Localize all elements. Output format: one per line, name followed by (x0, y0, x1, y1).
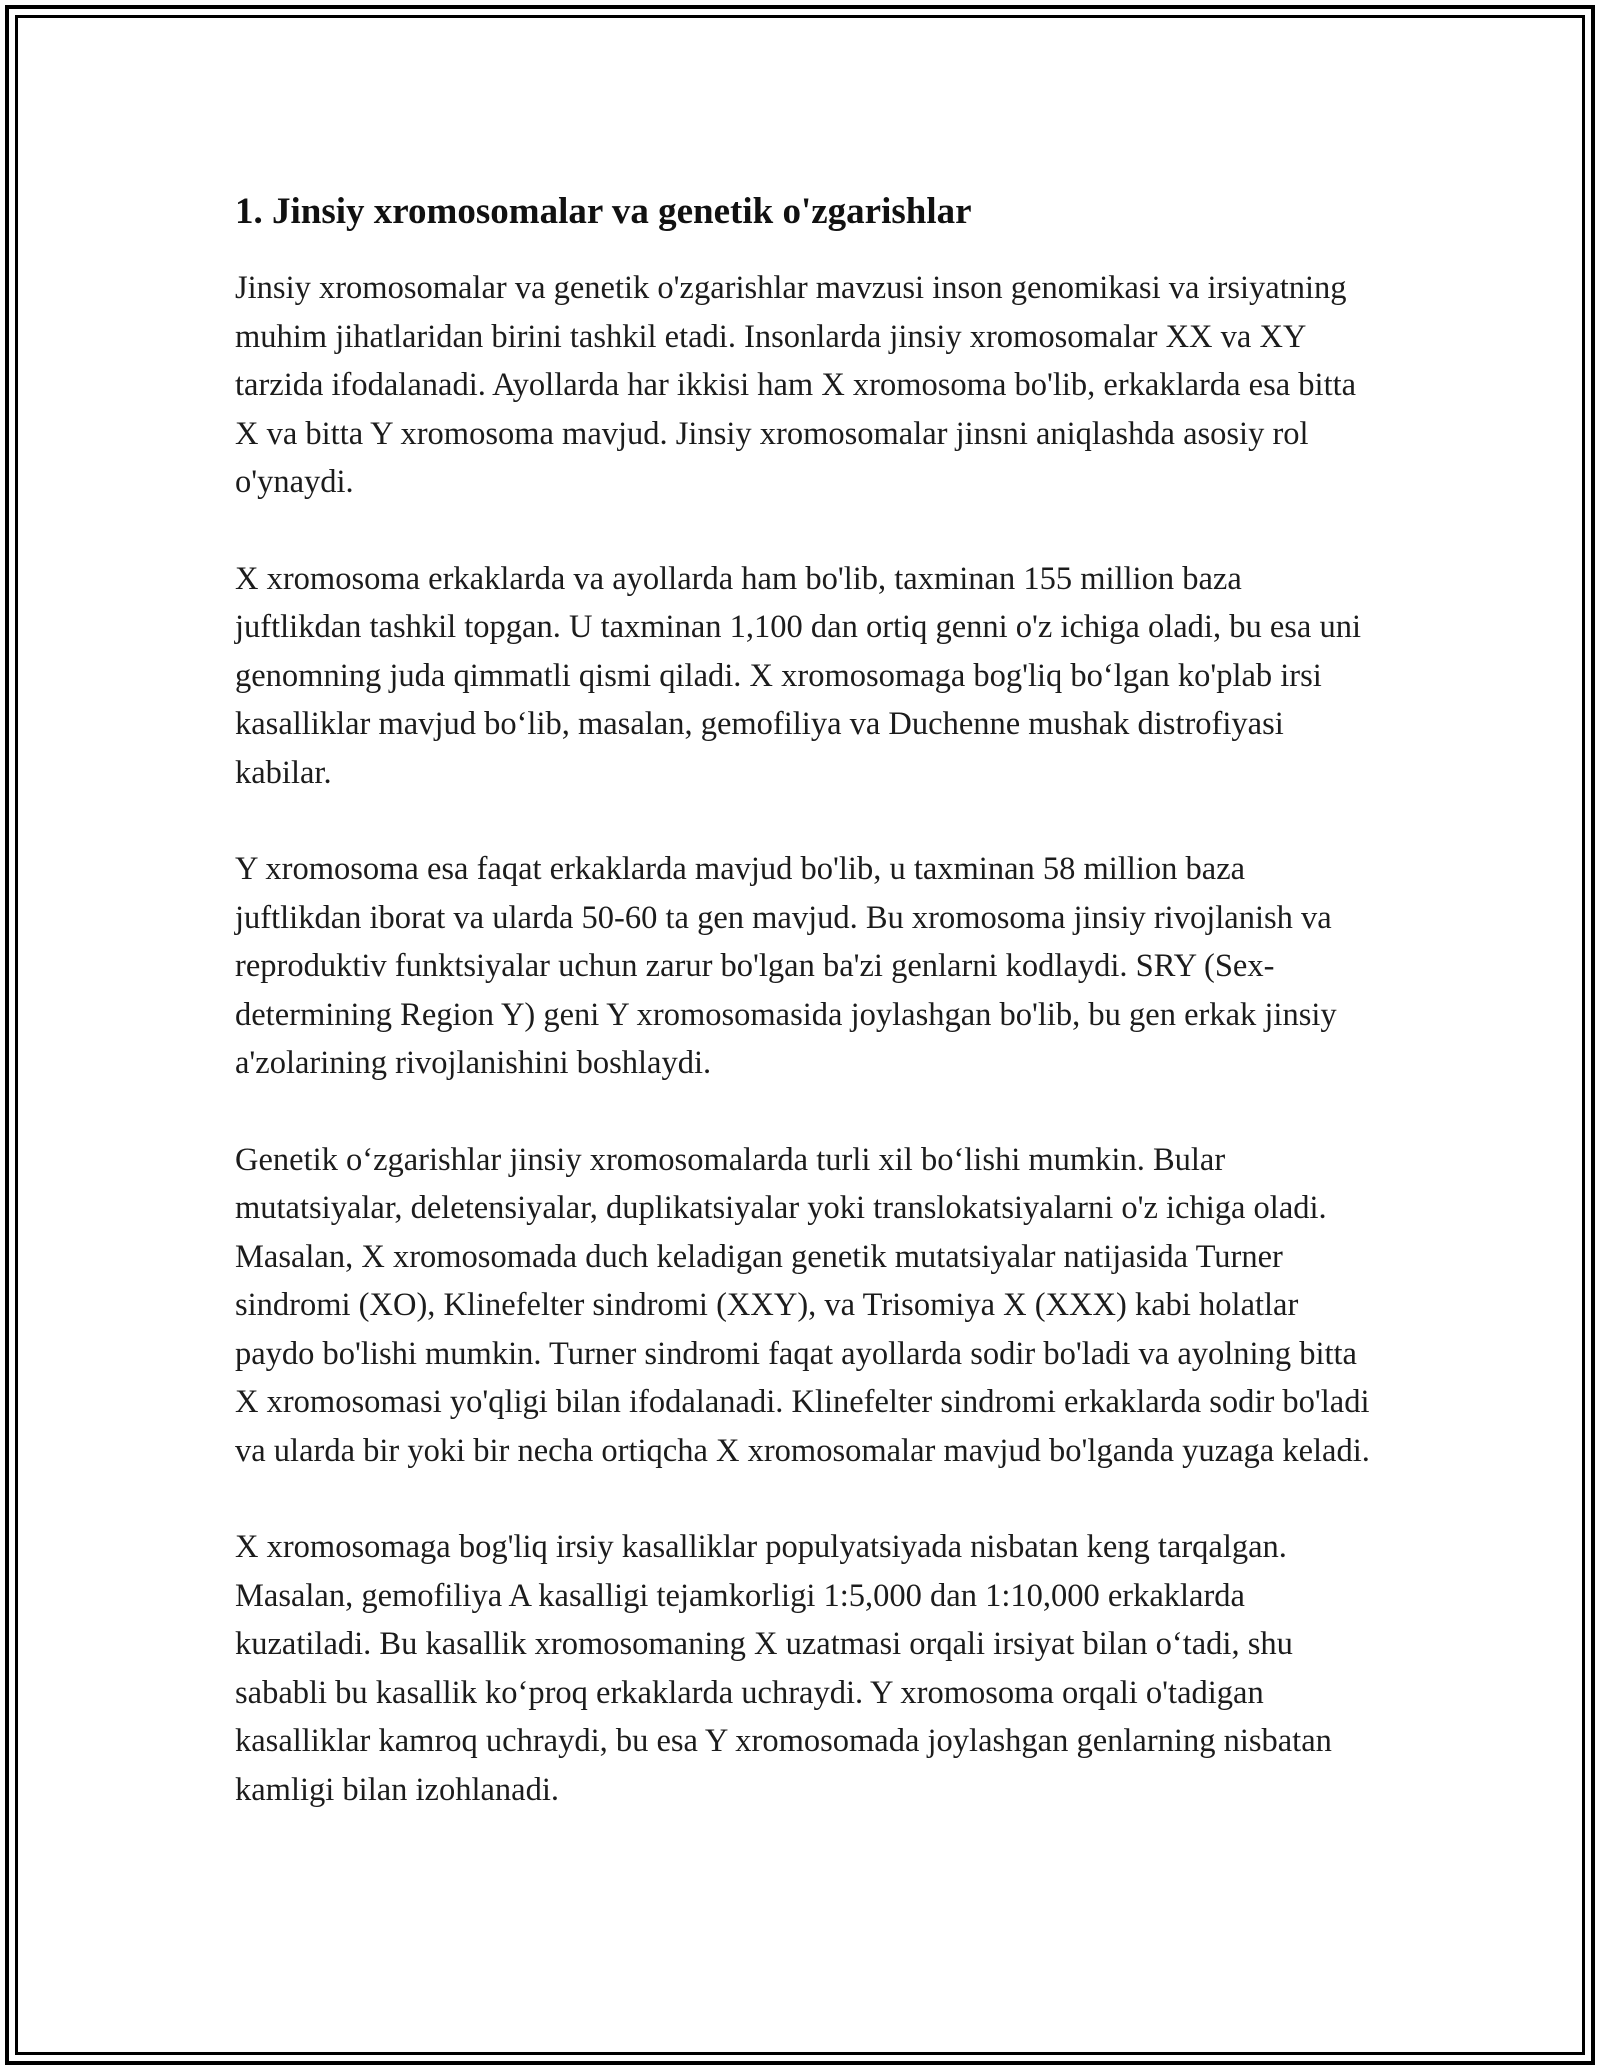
section-heading: 1. Jinsiy xromosomalar va genetik o'zgarishlar (235, 191, 972, 232)
paragraph-3: Y xromosoma esa faqat erkaklarda mavjud bo'lib, u taxminan 58 million baza juftlikdan iborat va ularda 50-60 ta gen mavjud. Bu xromosoma jinsiy rivojlanish va reproduktiv funktsiyalar uchun zarur bo'lgan ba'zi genlarni kodlaydi. SRY (Sex-determining Region Y) geni Y xromosomasida joylashgan bo'lib, bu gen erkak jinsiy a'zolarining rivojlanishini boshlaydi. (235, 851, 1337, 1081)
paragraph-5: X xromosomaga bog'liq irsiy kasalliklar populyatsiyada nisbatan keng tarqalgan. Masalan, gemofiliya A kasalligi tejamkorligi 1:5,000 dan 1:10,000 erkaklarda kuzatiladi. Bu kasallik xromosomaning X uzatmasi orqali irsiyat bilan o‘tadi, shu sababli bu kasallik ko‘proq erkaklarda uchraydi. Y xromosoma orqali o'tadigan kasalliklar kamroq uchraydi, bu esa Y xromosomada joylashgan genlarning nisbatan kamligi bilan izohlanadi. (235, 1529, 1332, 1808)
paragraph-4: Genetik o‘zgarishlar jinsiy xromosomalarda turli xil bo‘lishi mumkin. Bular mutatsiyalar, deletensiyalar, duplikatsiyalar yoki translokatsiyalarni o'z ichiga oladi. Masalan, X xromosomada duch keladigan genetik mutatsiyalar natijasida Turner sindromi (XO), Klinefelter sindromi (XXY), va Trisomiya X (XXX) kabi holatlar paydo bo'lishi mumkin. Turner sindromi faqat ayollarda sodir bo'ladi va ayolning bitta X xromosomasi yo'qligi bilan ifodalanadi. Klinefelter sindromi erkaklarda sodir bo'ladi va ularda bir yoki bir necha ortiqcha X xromosomalar mavjud bo'lganda yuzaga keladi. (235, 1141, 1370, 1469)
paragraph-2: X xromosoma erkaklarda va ayollarda ham bo'lib, taxminan 155 million baza juftlikdan tashkil topgan. U taxminan 1,100 dan ortiq genni o'z ichiga oladi, bu esa uni genomning juda qimmatli qismi qiladi. X xromosomaga bog'liq bo‘lgan ko'plab irsi kasalliklar mavjud bo‘lib, masalan, gemofiliya va Duchenne mushak distrofiyasi kabilar. (235, 560, 1361, 791)
document-body (235, 188, 1375, 1862)
paragraph-1: Jinsiy xromosomalar va genetik o'zgarishlar mavzusi inson genomikasi va irsiyatning muhim jihatlaridan birini tashkil etadi. Insonlarda jinsiy xromosomalar XX va XY tarzida ifodalanadi. Ayollarda har ikkisi ham X xromosoma bo'lib, erkaklarda esa bitta X va bitta Y xromosoma mavjud. Jinsiy xromosomalar jinsni aniqlashda asosiy rol o'ynaydi. (235, 270, 1357, 500)
